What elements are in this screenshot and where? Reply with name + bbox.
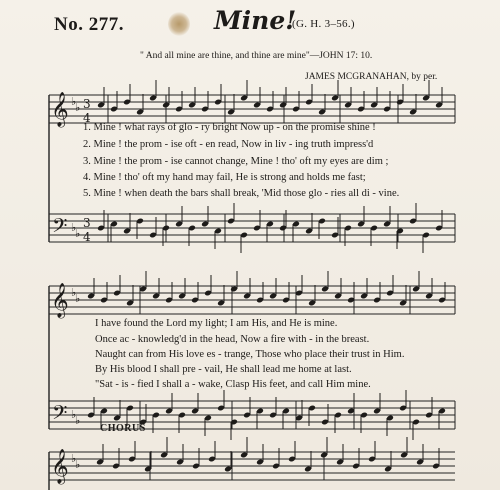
time-sig-top: 3	[83, 97, 91, 111]
verse-3-line-a: 3. Mine ! the prom - ise cannot change, Mine ! tho' oft my eyes are dim ;	[83, 156, 389, 167]
key-flat: ♭	[71, 95, 77, 108]
scripture-ref: (G. H. 3–56.)	[292, 18, 355, 30]
key-flat: ♭	[71, 408, 77, 421]
hymn-number: No. 277.	[54, 14, 124, 35]
epigraph: " And all mine are thine, and thine are mine"—JOHN 17: 10.	[140, 51, 373, 61]
verse-1-line-a: 1. Mine ! what rays of glo - ry bright Now up - on the promise shine !	[83, 122, 376, 133]
verse-5-line-a: 5. Mine ! when death the bars shall break, 'Mid those glo - ries all di - vine.	[83, 188, 400, 199]
key-flat: ♭	[75, 101, 81, 114]
composer-credit: JAMES MCGRANAHAN, by per.	[305, 72, 438, 82]
key-flat: ♭	[75, 292, 81, 305]
verse-3-line-b: Naught can from His love es - trange, Those who place their trust in Him.	[95, 349, 405, 360]
key-flat: ♭	[71, 221, 77, 234]
verse-2-line-a: 2. Mine ! the prom - ise oft - en read, Now in liv - ing truth impress'd	[83, 139, 374, 150]
key-flat: ♭	[71, 286, 77, 299]
bass-clef: 𝄢	[52, 214, 68, 242]
verse-5-line-b: "Sat - is - fied I shall a - wake, Clasp His feet, and call Him mine.	[95, 379, 371, 390]
key-flat: ♭	[75, 227, 81, 240]
treble-clef: 𝄞	[51, 449, 69, 484]
key-flat: ♭	[71, 452, 77, 465]
key-flat: ♭	[75, 458, 81, 471]
treble-clef: 𝄞	[51, 283, 69, 318]
time-sig-bottom: 4	[83, 230, 91, 244]
key-flat: ♭	[75, 414, 81, 427]
verse-4-line-a: 4. Mine ! tho' oft my hand may fail, He is strong and holds me fast;	[83, 172, 366, 183]
bass-clef: 𝄢	[52, 401, 68, 429]
verse-2-line-b: Once ac - knowledg'd in the head, Now a fire with - in the breast.	[95, 334, 370, 345]
verse-1-line-b: I have found the Lord my light; I am His, and He is mine.	[95, 318, 338, 329]
time-sig-bottom: 4	[83, 111, 91, 125]
time-sig-top: 3	[83, 216, 91, 230]
chorus-label: CHORUS	[100, 423, 146, 434]
verse-4-line-b: By His blood I shall pre - vail, He shall lead me home at last.	[95, 364, 352, 375]
treble-clef: 𝄞	[51, 92, 69, 127]
hymn-title: Mine!	[214, 6, 297, 35]
